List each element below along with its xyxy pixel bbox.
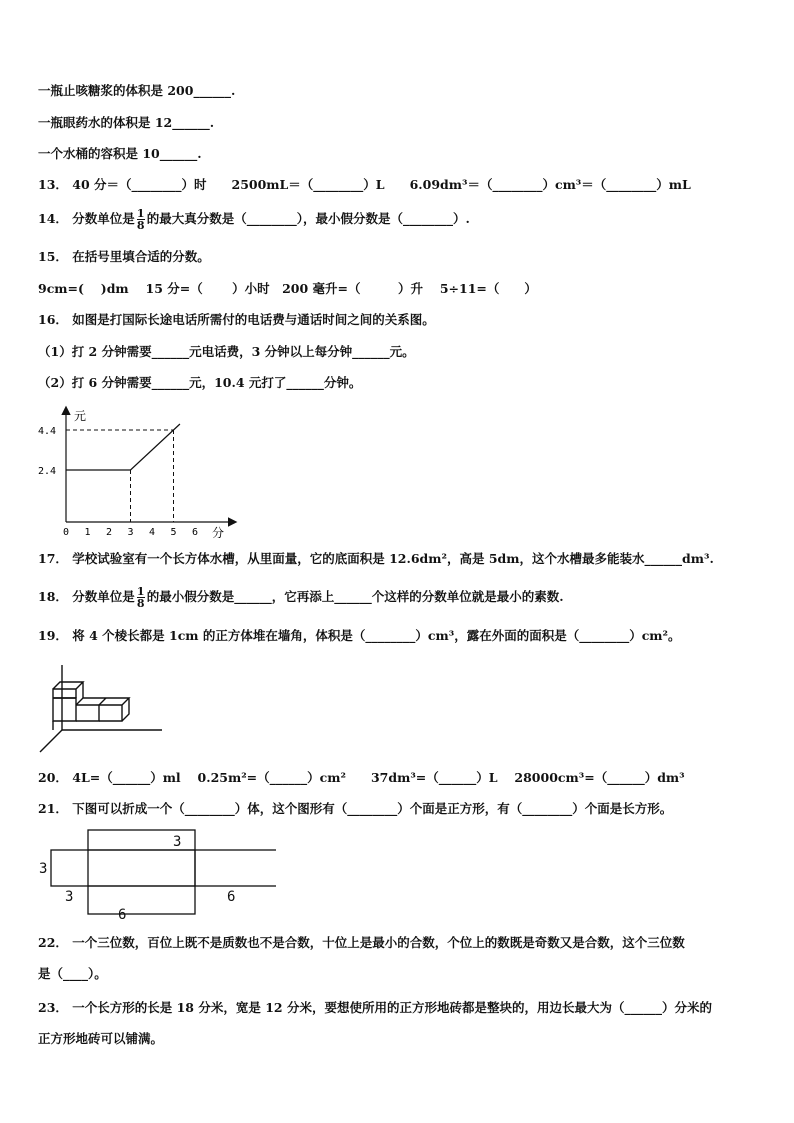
net-label-left: 3: [39, 861, 48, 877]
q14-suffix: 的最大真分数是（________），最小假分数是（________）.: [146, 211, 470, 226]
question-14: [38, 208, 470, 231]
question-13: 13． 40 分＝（________）时 2500mL＝（________）L 6.09dm³＝（________）cm³＝（________）mL: [38, 177, 691, 192]
question-18: [38, 586, 564, 609]
question-23: 23． 一个长方形的长是 18 分米，宽是 12 分米，要想使所用的正方形地砖都是整块的，用边长最大为（______）分米的: [38, 1000, 712, 1015]
fraction-one-eighth: [137, 208, 145, 231]
net-label-bottom-left: 3: [65, 889, 74, 905]
question-22-continued: 是（____）。: [38, 966, 107, 981]
x-tick-label: 3: [127, 527, 134, 538]
phone-fee-chart: [30, 400, 245, 540]
question-16-part-2: （2）打 6 分钟需要______元，10.4 元打了______分钟。: [38, 375, 362, 390]
x-tick-label: 1: [84, 527, 91, 538]
fraction-numerator: 1: [136, 585, 145, 598]
question-22: 22． 一个三位数，百位上既不是质数也不是合数，十位上是最小的合数，个位上的数既是奇数又是合数，这个三位数: [38, 935, 685, 950]
q14-prefix: 14． 分数单位是: [38, 211, 135, 226]
net-label-bottom-right: 6: [227, 889, 236, 905]
y-tick-label: 4.4: [38, 426, 57, 437]
q18-suffix: 的最小假分数是______，它再添上______个这样的分数单位就是最小的素数.: [146, 589, 564, 604]
series-line: [66, 424, 180, 470]
question-21: 21． 下图可以折成一个（________）体，这个图形有（________）个面是正方形，有（________）个面是长方形。: [38, 801, 673, 816]
q18-prefix: 18． 分数单位是: [38, 589, 135, 604]
cubes-corner-diagram: [36, 660, 166, 755]
fill-line-2: 一瓶眼药水的体积是 12______.: [38, 115, 215, 130]
cuboid-net-diagram: [36, 826, 276, 924]
fraction-numerator: 1: [136, 207, 145, 220]
x-tick-label: 0: [63, 527, 70, 538]
net-label-top: 3: [173, 834, 182, 850]
question-16-part-1: （1）打 2 分钟需要______元电话费，3 分钟以上每分钟______元。: [38, 344, 415, 359]
net-label-bottom-mid: 6: [118, 907, 127, 923]
fill-line-1: 一瓶止咳糖浆的体积是 200______.: [38, 83, 236, 98]
x-tick-label: 6: [192, 527, 199, 538]
y-tick-label: 2.4: [38, 466, 57, 477]
question-17: 17． 学校试验室有一个长方体水槽，从里面量，它的底面积是 12.6dm²，高是 5dm，这个水槽最多能装水______dm³.: [38, 551, 714, 566]
question-20: 20． 4L=（______）ml 0.25m²=（______）cm² 37dm³=（______）L 28000cm³=（______）dm³: [38, 770, 685, 785]
question-23-continued: 正方形地砖可以铺满。: [38, 1031, 164, 1046]
question-15: 15． 在括号里填合适的分数。: [38, 249, 210, 264]
x-axis-label: 分: [212, 526, 225, 540]
fill-line-3: 一个水桶的容积是 10______.: [38, 146, 202, 161]
fraction-denominator: 8: [136, 597, 145, 610]
y-axis-label: 元: [74, 409, 87, 423]
x-tick-label: 5: [170, 527, 177, 538]
question-19: 19． 将 4 个棱长都是 1cm 的正方体堆在墙角，体积是（________）cm³，露在外面的面积是（________）cm²。: [38, 628, 681, 643]
fraction-denominator: 8: [136, 219, 145, 232]
x-tick-label: 2: [106, 527, 113, 538]
x-tick-label: 4: [149, 527, 156, 538]
question-15-items: 9cm=( )dm 15 分=（ ）小时 200 毫升=（ ）升 5÷11=（ ）: [38, 281, 537, 296]
question-16: 16． 如图是打国际长途电话所需付的电话费与通话时间之间的关系图。: [38, 312, 435, 327]
fraction-one-eighth: [137, 586, 145, 609]
